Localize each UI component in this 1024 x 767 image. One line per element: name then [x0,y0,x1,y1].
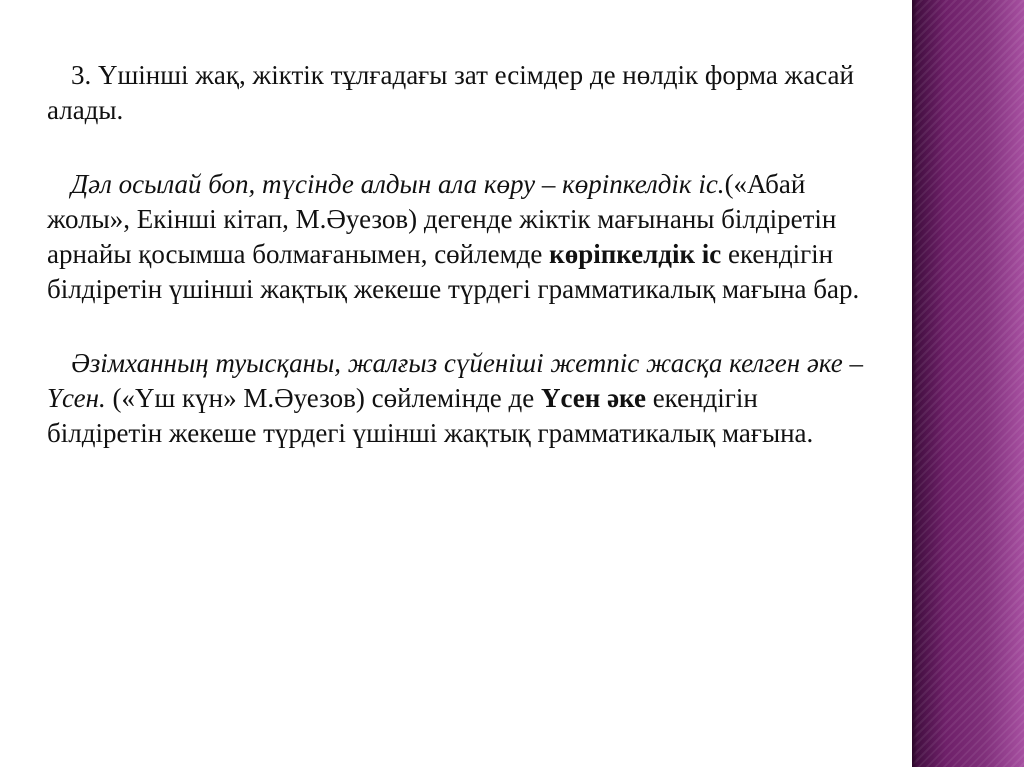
p3-text: («Үш күн» М.Әуезов) сөйлемінде де [105,383,541,413]
p2-bold-term: көріпкелдік іс [549,239,722,269]
slide-text-block [47,58,867,451]
p2-text-end: екендігін білдіретін үшінші жақтық жекеше түрдегі грамматикалық мағына бар. [47,239,860,304]
p2-text: («Абай жолы», Екінші кітап, М.Әуезов) дегенде жіктік мағынаны білдіретін арнайы қосымша болмағанымен, сөйлемде [47,169,837,269]
paragraph-1 [47,58,867,128]
p3-bold-term: Үсен әке [540,383,646,413]
decorative-side-bar [912,0,1024,767]
p1-text: 3. Үшінші жақ, жіктік тұлғадағы зат есімдер де нөлдік форма жасай алады. [47,60,854,125]
p2-italic-example: Дәл осылай боп, түсінде алдын ала көру – көріпкелдік іс. [71,169,725,199]
p3-italic-example: Әзімханның туысқаны, жалғыз сүйеніші жетпіс жасқа келген әке – Үсен. [47,348,864,413]
paragraph-2 [47,167,867,307]
side-bar-shadow-edge [912,0,917,767]
p3-text-end: екендігін білдіретін жекеше түрдегі үшінші жақтық грамматикалық мағына. [47,383,814,448]
paragraph-3 [47,346,867,451]
